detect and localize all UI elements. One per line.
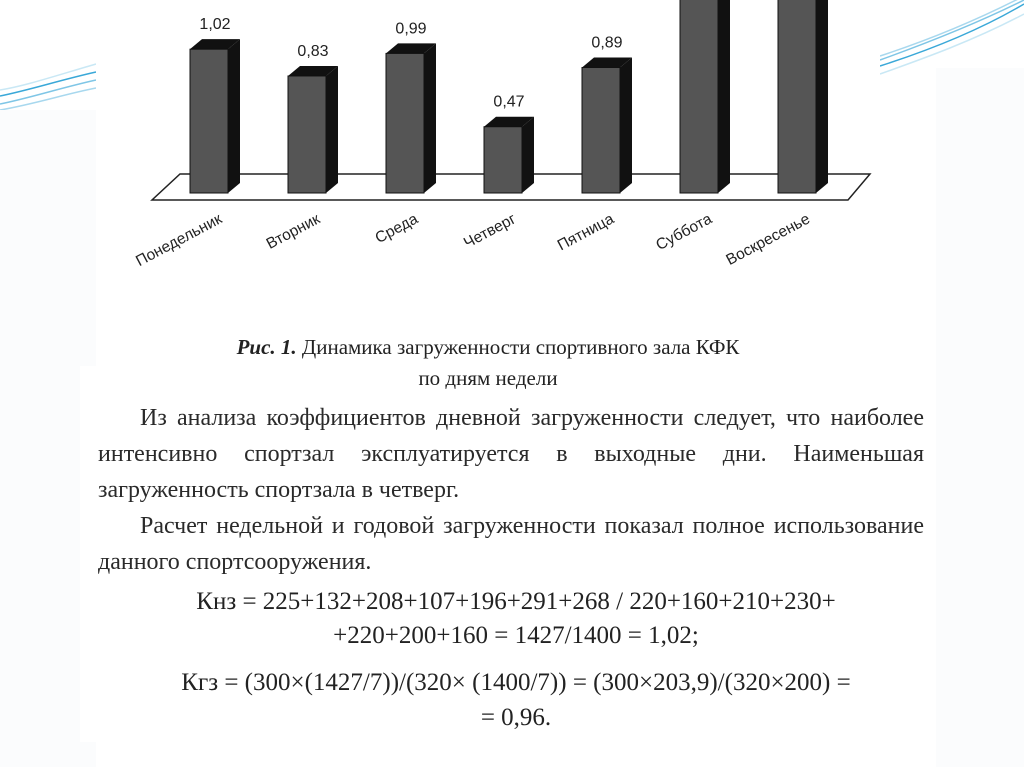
bar-side: [424, 43, 436, 193]
bar-side: [620, 58, 632, 193]
category-label: Вторник: [263, 210, 323, 253]
bar: [680, 0, 718, 193]
formula-kgz-line1: Кгз = (300×(1427/7))/(320× (1400/7)) = (300×203,9)/(320×200) =: [181, 669, 851, 696]
bar: [288, 76, 326, 193]
category-label: Пятница: [554, 210, 617, 255]
bar: [190, 49, 228, 193]
data-label: 1,02: [199, 16, 231, 34]
formula-knz-line2: +220+200+160 = 1427/1400 = 1,02;: [333, 622, 699, 649]
formula-knz-line1: Кнз = 225+132+208+107+196+291+268 / 220+160+210+230+: [196, 588, 836, 615]
bar-side: [522, 117, 534, 193]
data-label: 0,89: [591, 34, 623, 52]
category-label: Воскресенье: [723, 210, 813, 269]
category-label: Суббота: [653, 210, 715, 255]
category-label: Понедельник: [133, 210, 225, 271]
paragraph-analysis: Из анализа коэффициентов дневной загруженности следует, что наиболее интенсивно спортзал эксплуатируется в выходные дни. Наименьшая загруженность спортзала в четверг.: [98, 405, 924, 503]
wave-decoration-right: [880, 0, 1024, 74]
bar: [582, 68, 620, 193]
bar-side: [718, 0, 730, 193]
caption-line1: Динамика загруженности спортивного зала КФК: [301, 335, 740, 359]
category-label: Среда: [372, 210, 421, 248]
bar: [778, 0, 816, 193]
bar: [484, 127, 522, 193]
wave-decoration-left: [0, 64, 96, 110]
data-label: 0,83: [297, 42, 329, 60]
bar-chart: [96, 0, 880, 330]
formula-kgz-line2: = 0,96.: [480, 704, 552, 731]
data-label: 0,47: [493, 93, 525, 111]
bar-side: [816, 0, 828, 193]
figure-caption: [96, 335, 880, 360]
paragraph-calculation: Расчет недельной и годовой загруженности показал полное использование данного спортсооружения.: [98, 513, 924, 575]
category-label: Четверг: [461, 210, 519, 253]
caption-line2: по дням недели: [418, 366, 558, 390]
bars-group: [133, 0, 828, 270]
caption-label: Рис. 1.: [236, 335, 297, 359]
data-label: 0,99: [395, 20, 427, 38]
bar-side: [326, 66, 338, 193]
bar: [386, 53, 424, 193]
bar-side: [228, 39, 240, 193]
